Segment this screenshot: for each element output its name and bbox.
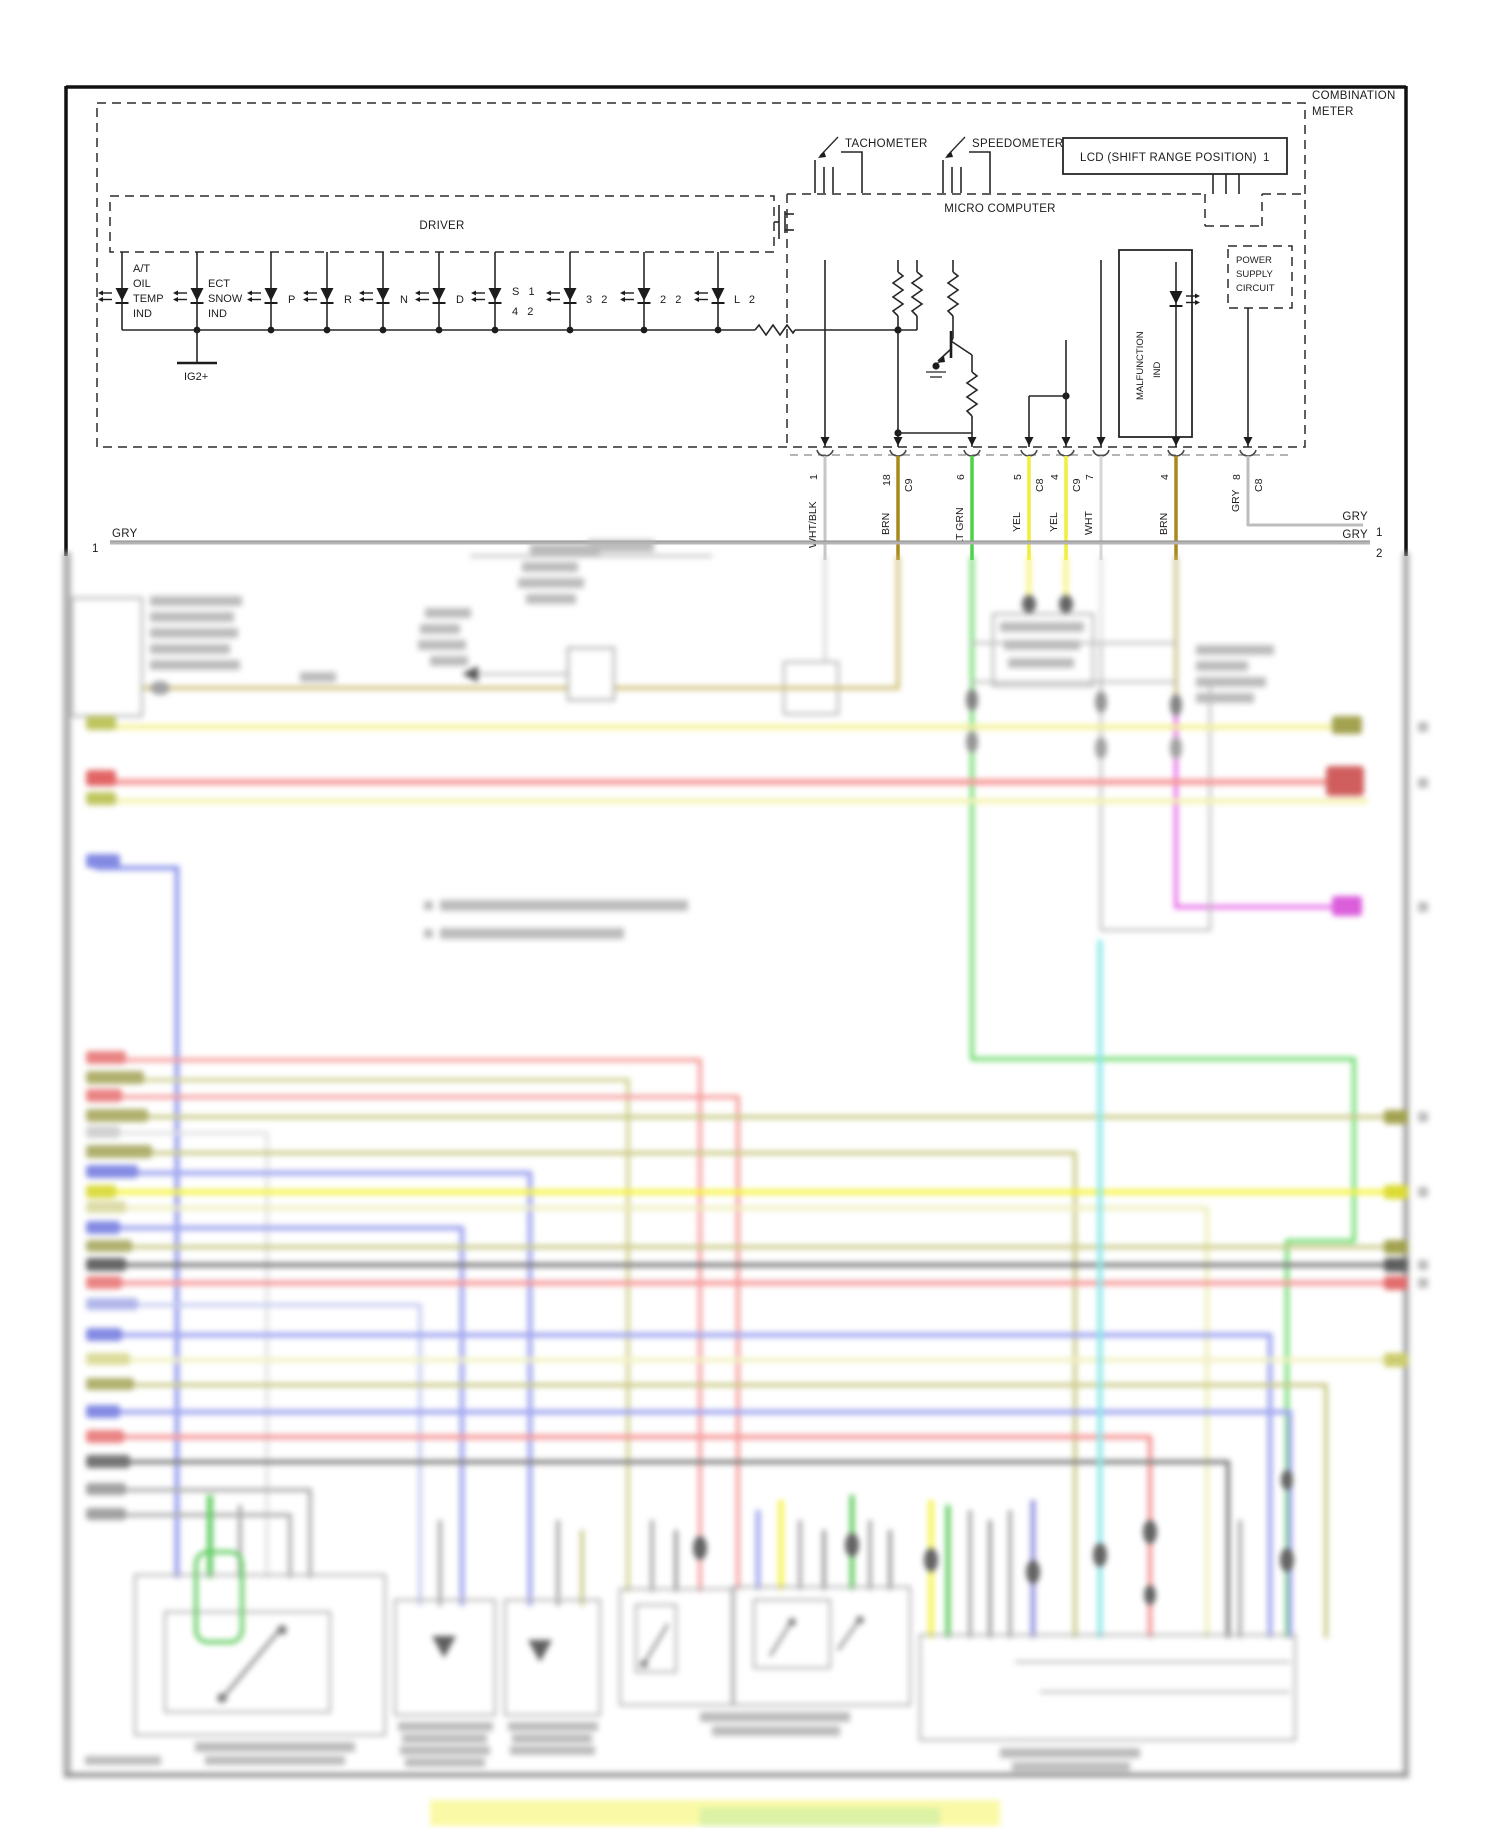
power-supply-label-1: POWER [1236, 255, 1272, 266]
gear-indicator-leds [98, 252, 755, 330]
indicator-label-p: P [288, 294, 296, 306]
speedometer-label: SPEEDOMETER [972, 138, 1064, 150]
indicator-label-l2: L 2 [734, 294, 755, 306]
led-2 [620, 288, 651, 303]
pin-number: 7 [1084, 474, 1096, 480]
connector-pins [807, 437, 1265, 548]
blurred-right-text [1196, 645, 1274, 703]
pin-connector: C8 [1253, 478, 1265, 492]
pin-number: 4 [1049, 474, 1061, 480]
indicator-label-s14-row1: S 1 [512, 286, 535, 298]
blurred-left-component [72, 596, 336, 716]
gry-left-num: 1 [92, 543, 99, 555]
power-supply-label-3: CIRCUIT [1236, 283, 1275, 294]
wire-color-label: BRN [880, 512, 892, 535]
blurred-footer-smudge-green [700, 1808, 940, 1826]
gry-right2-num: 2 [1376, 548, 1383, 560]
lcd-number: 1 [1263, 152, 1270, 164]
blurred-component-yel [993, 595, 1093, 686]
driver-transistor-symbol [774, 205, 794, 239]
blurred-mid-component [418, 540, 712, 700]
micro-computer-box [787, 194, 1305, 447]
combination-meter-label-1: COMBINATION [1312, 90, 1396, 102]
tachometer-symbol [815, 137, 928, 193]
led-n [359, 288, 390, 303]
pin-number: 8 [1231, 474, 1243, 480]
ig2-label: IG2+ [184, 371, 209, 383]
transistor-symbol [926, 331, 972, 377]
wire-color-label: WHT [1083, 511, 1095, 535]
indicator-label-d: D [456, 294, 464, 306]
indicator-label-n: N [400, 294, 408, 306]
gry-left-label: GRY [112, 528, 138, 540]
power-supply-box [1228, 246, 1292, 447]
blurred-note-text [424, 900, 688, 939]
tachometer-label: TACHOMETER [845, 138, 928, 150]
wire-color-label: GRY [1230, 489, 1242, 512]
gry-right1-label: GRY [1342, 511, 1368, 523]
gry-right2-label: GRY [1342, 529, 1368, 541]
ig2-ground [177, 330, 217, 383]
led-s [471, 288, 502, 303]
wire-color-label: YEL [1011, 512, 1023, 532]
combination-meter-section [66, 86, 1406, 560]
gry-right1-num: 1 [1376, 527, 1383, 539]
blurred-bottom-feeders [210, 1495, 1240, 1638]
wire-color-label: LT GRN [954, 507, 966, 545]
wire-color-label: YEL [1048, 512, 1060, 532]
micro-computer-label: MICRO COMPUTER [944, 203, 1056, 215]
indicator-label-r: R [344, 294, 352, 306]
power-supply-label-2: SUPPLY [1236, 269, 1273, 280]
driver-label: DRIVER [419, 220, 465, 232]
speedometer-symbol [943, 137, 1063, 193]
lcd-box [1063, 138, 1287, 194]
pin-number: 4 [1159, 474, 1171, 480]
indicator-label-22: 2 2 [660, 294, 682, 306]
led-d [415, 288, 446, 303]
malfunction-led [1170, 291, 1201, 306]
gry-edge-wires [92, 511, 1383, 560]
lcd-label: LCD (SHIFT RANGE POSITION) [1080, 152, 1257, 164]
wire-color-label: WHT/BLK [807, 501, 819, 548]
wire-color-label: BRN [1158, 512, 1170, 535]
led-r [303, 288, 334, 303]
indicator-label-s14-row2: 4 2 [512, 306, 534, 318]
indicator-label-ect-snow: ECT SNOW IND [208, 278, 243, 320]
malfunction-label-1: MALFUNCTION [1135, 331, 1146, 400]
led-at-oil-temp [98, 288, 129, 303]
micro-computer-internals [825, 260, 1101, 447]
led-l [694, 288, 725, 303]
led-bus [122, 325, 898, 383]
led-3 [546, 288, 577, 303]
indicator-label-32: 3 2 [586, 294, 608, 306]
driver-box [110, 196, 774, 252]
pin-connector: C9 [903, 478, 915, 492]
indicator-label-at-oil: A/T OIL TEMP IND [133, 263, 164, 320]
malfunction-indicator [1119, 250, 1200, 447]
pin-number: 6 [955, 474, 967, 480]
pin-number: 5 [1012, 474, 1024, 480]
blurred-bottom-components [85, 1552, 1295, 1771]
pin-connector: C8 [1034, 478, 1046, 492]
blurred-wire-band [95, 940, 1398, 1638]
pin-number: 18 [881, 474, 893, 486]
combination-meter-label-2: METER [1312, 106, 1354, 118]
blurred-lower-diagram [66, 540, 1428, 1826]
malfunction-label-2: IND [1152, 361, 1163, 378]
pin-connector: C9 [1071, 478, 1083, 492]
pin-number: 1 [808, 474, 820, 480]
